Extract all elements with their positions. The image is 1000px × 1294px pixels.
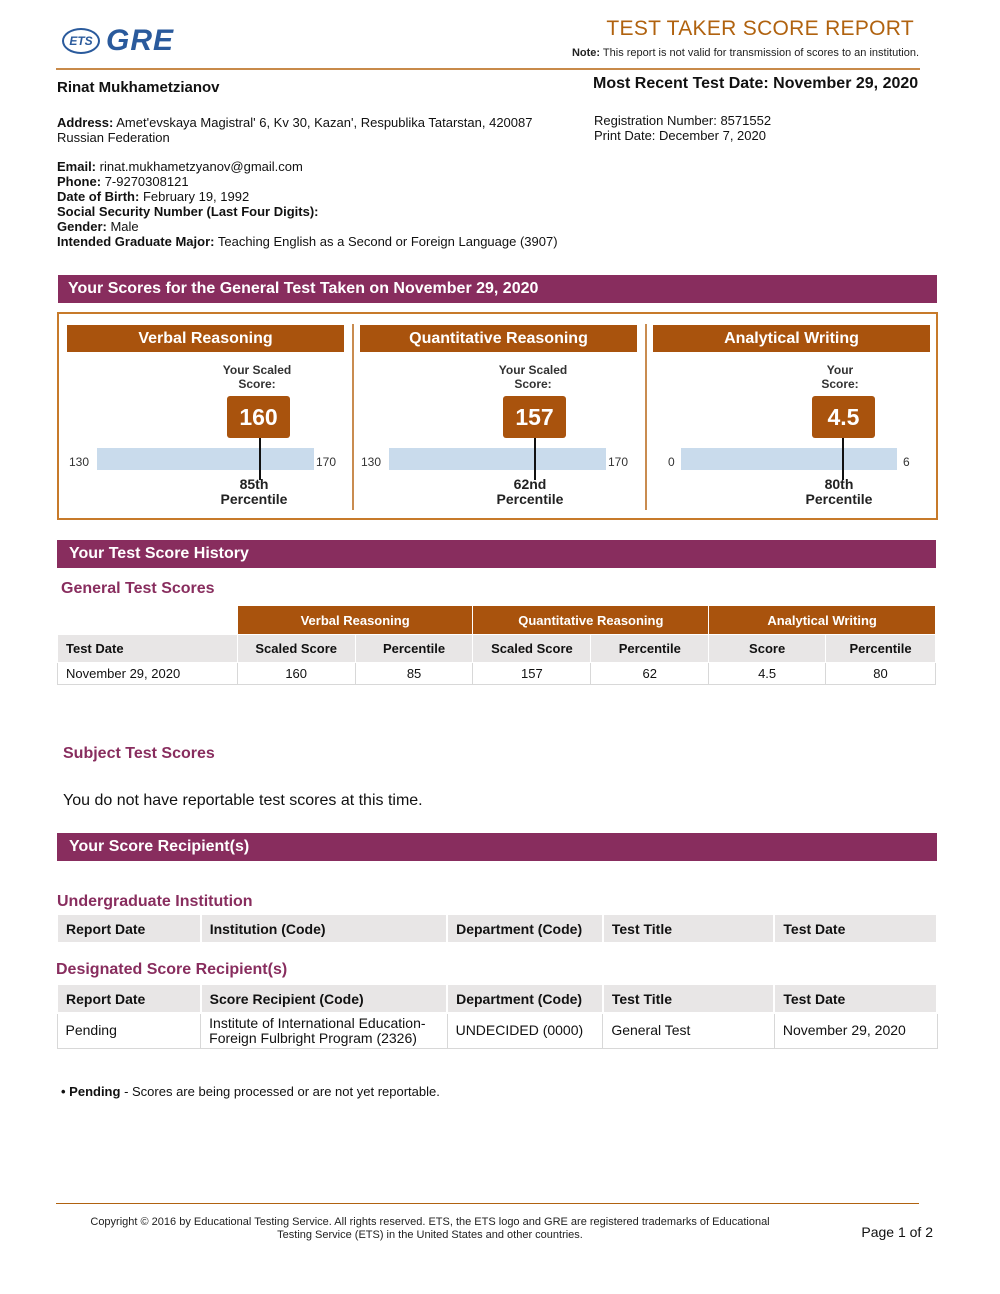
verbal-score-card	[59, 314, 352, 518]
general-test-scores-title: General Test Scores	[61, 580, 215, 597]
major-value: Teaching English as a Second or Foreign Language (3907)	[217, 234, 558, 249]
quant-score-caption	[483, 363, 583, 391]
quant-score-card	[352, 314, 645, 518]
address-block	[57, 115, 532, 145]
ssn-label: Social Security Number (Last Four Digits):	[57, 204, 319, 219]
copyright-line-2: Testing Service (ETS) in the United States and other countries.	[277, 1229, 583, 1241]
quant-caption-line-1: Your Scaled	[498, 363, 568, 377]
verbal-caption-line-2: Score:	[238, 377, 276, 391]
scores-section-header: Your Scores for the General Test Taken on November 29, 2020	[58, 275, 937, 303]
writing-percentile-label: Percentile	[805, 491, 873, 507]
writing-score-pointer	[842, 438, 844, 480]
general-scores-table	[57, 605, 936, 685]
quant-score-value: 157	[503, 396, 566, 438]
ets-logo-badge: ETS	[62, 28, 100, 54]
column-header: Percentile	[355, 635, 473, 663]
header-divider	[56, 68, 920, 70]
column-header: Percentile	[591, 635, 709, 663]
page-number: Page 1 of 2	[861, 1224, 933, 1240]
dob-label: Date of Birth:	[57, 189, 140, 204]
note-text: This report is not valid for transmission of scores to an institution.	[602, 47, 919, 59]
report-note	[572, 47, 919, 59]
quant-caption-line-2: Score:	[514, 377, 552, 391]
address-line-2: Russian Federation	[57, 130, 170, 145]
subject-test-scores-title: Subject Test Scores	[63, 745, 215, 762]
quant-percentile-label: Percentile	[496, 491, 564, 507]
group-header-quant: Quantitative Reasoning	[473, 606, 709, 635]
undergrad-table	[56, 913, 938, 944]
table-cell: Institute of International Education-Foreign Fulbright Program (2326)	[201, 1013, 447, 1048]
quant-range-bar	[389, 448, 606, 470]
table-cell: Pending	[57, 1013, 201, 1048]
verbal-range-max: 170	[316, 455, 337, 469]
undergrad-institution-title: Undergraduate Institution	[57, 893, 253, 910]
table-column-header	[58, 635, 936, 663]
phone-label: Phone:	[57, 174, 102, 189]
column-header: Test Date	[774, 984, 937, 1013]
note-label: Note:	[571, 47, 601, 59]
verbal-caption-line-1: Your Scaled	[222, 363, 292, 377]
column-header: Scaled Score	[473, 635, 591, 663]
column-header: Test Date	[774, 914, 937, 943]
table-cell: November 29, 2020	[58, 663, 238, 685]
writing-caption-line-1: Your	[826, 363, 854, 377]
quant-range-min: 130	[361, 455, 382, 469]
table-cell: General Test	[603, 1013, 775, 1048]
writing-caption-line-2: Score:	[821, 377, 859, 391]
writing-score-value: 4.5	[812, 396, 875, 438]
table-cell: 85	[355, 663, 473, 685]
subject-test-message: You do not have reportable test scores at this time.	[63, 792, 423, 809]
copyright-line-1: Copyright © 2016 by Educational Testing Service. All rights reserved. ETS, the ETS logo and GRE are registered trademarks of Educational	[90, 1216, 770, 1228]
column-header: Report Date	[57, 914, 201, 943]
quant-header: Quantitative Reasoning	[360, 325, 637, 352]
column-header: Institution (Code)	[201, 914, 447, 943]
table-row	[58, 663, 936, 685]
most-recent-test-date: Most Recent Test Date: November 29, 2020	[593, 75, 919, 92]
verbal-header: Verbal Reasoning	[67, 325, 344, 352]
major-label: Intended Graduate Major:	[57, 234, 215, 249]
verbal-percentile-label: Percentile	[220, 491, 288, 507]
column-header: Score	[709, 635, 826, 663]
table-row	[57, 1013, 937, 1048]
verbal-percentile	[204, 477, 304, 507]
copyright-notice	[60, 1216, 800, 1242]
verbal-score-caption	[207, 363, 307, 391]
recipients-section-header: Your Score Recipient(s)	[57, 833, 937, 861]
report-title: TEST TAKER SCORE REPORT	[606, 17, 914, 40]
verbal-score-value: 160	[227, 396, 290, 438]
print-date: Print Date: December 7, 2020	[594, 128, 766, 143]
column-header: Test Title	[603, 984, 775, 1013]
verbal-range-bar	[97, 448, 314, 470]
table-column-header	[57, 914, 937, 943]
test-taker-name: Rinat Mukhametzianov	[57, 79, 220, 96]
quant-percentile-value: 62nd	[513, 476, 547, 492]
blank-header-cell	[58, 606, 238, 635]
table-cell: November 29, 2020	[774, 1013, 937, 1048]
verbal-score-pointer	[259, 438, 261, 480]
designated-recipients-table	[56, 983, 938, 1049]
column-header: Test Title	[603, 914, 775, 943]
writing-range-max: 6	[903, 455, 910, 469]
quant-score-pointer	[534, 438, 536, 480]
table-cell: 4.5	[709, 663, 826, 685]
writing-score-caption	[790, 363, 890, 391]
table-group-header	[58, 606, 936, 635]
registration-number: Registration Number: 8571552	[594, 113, 772, 128]
history-section-header: Your Test Score History	[57, 540, 936, 568]
table-cell: 157	[473, 663, 591, 685]
table-cell: 80	[826, 663, 936, 685]
phone-value: 7-9270308121	[104, 174, 189, 189]
table-cell: 160	[237, 663, 355, 685]
column-header: Department (Code)	[447, 984, 603, 1013]
column-header: Department (Code)	[447, 914, 603, 943]
table-column-header	[57, 984, 937, 1013]
writing-range-min: 0	[668, 455, 675, 469]
column-header: Test Date	[58, 635, 238, 663]
address-line-1: Amet'evskaya Magistral' 6, Kv 30, Kazan', Respublika Tatarstan, 420087	[116, 115, 533, 130]
group-header-verbal: Verbal Reasoning	[237, 606, 473, 635]
quant-range-max: 170	[608, 455, 629, 469]
pending-footnote	[61, 1084, 440, 1099]
group-header-writing: Analytical Writing	[709, 606, 936, 635]
column-header: Report Date	[57, 984, 201, 1013]
address-label: Address:	[57, 115, 114, 130]
verbal-range-min: 130	[69, 455, 90, 469]
gre-logo-word: GRE	[106, 24, 175, 57]
footer-divider	[56, 1203, 919, 1204]
dob-value: February 19, 1992	[142, 189, 250, 204]
registration-block	[594, 113, 771, 143]
pending-text: - Scores are being processed or are not yet reportable.	[120, 1084, 440, 1099]
writing-range-bar	[681, 448, 897, 470]
table-cell: 62	[591, 663, 709, 685]
column-header: Percentile	[826, 635, 936, 663]
gender-value: Male	[110, 219, 139, 234]
email-value: rinat.mukhametzyanov@gmail.com	[99, 159, 303, 174]
verbal-percentile-value: 85th	[239, 476, 269, 492]
gender-label: Gender:	[57, 219, 107, 234]
pending-label: • Pending	[61, 1084, 121, 1099]
writing-percentile	[789, 477, 889, 507]
score-panel	[57, 312, 938, 520]
table-cell: UNDECIDED (0000)	[447, 1013, 603, 1048]
column-header: Scaled Score	[237, 635, 355, 663]
writing-score-card	[645, 314, 938, 518]
contact-block	[57, 159, 558, 249]
gre-logo	[62, 24, 174, 58]
column-header: Score Recipient (Code)	[201, 984, 447, 1013]
writing-header: Analytical Writing	[653, 325, 930, 352]
writing-percentile-value: 80th	[824, 476, 854, 492]
quant-percentile	[480, 477, 580, 507]
email-label: Email:	[57, 159, 97, 174]
designated-recipients-title: Designated Score Recipient(s)	[56, 961, 288, 978]
